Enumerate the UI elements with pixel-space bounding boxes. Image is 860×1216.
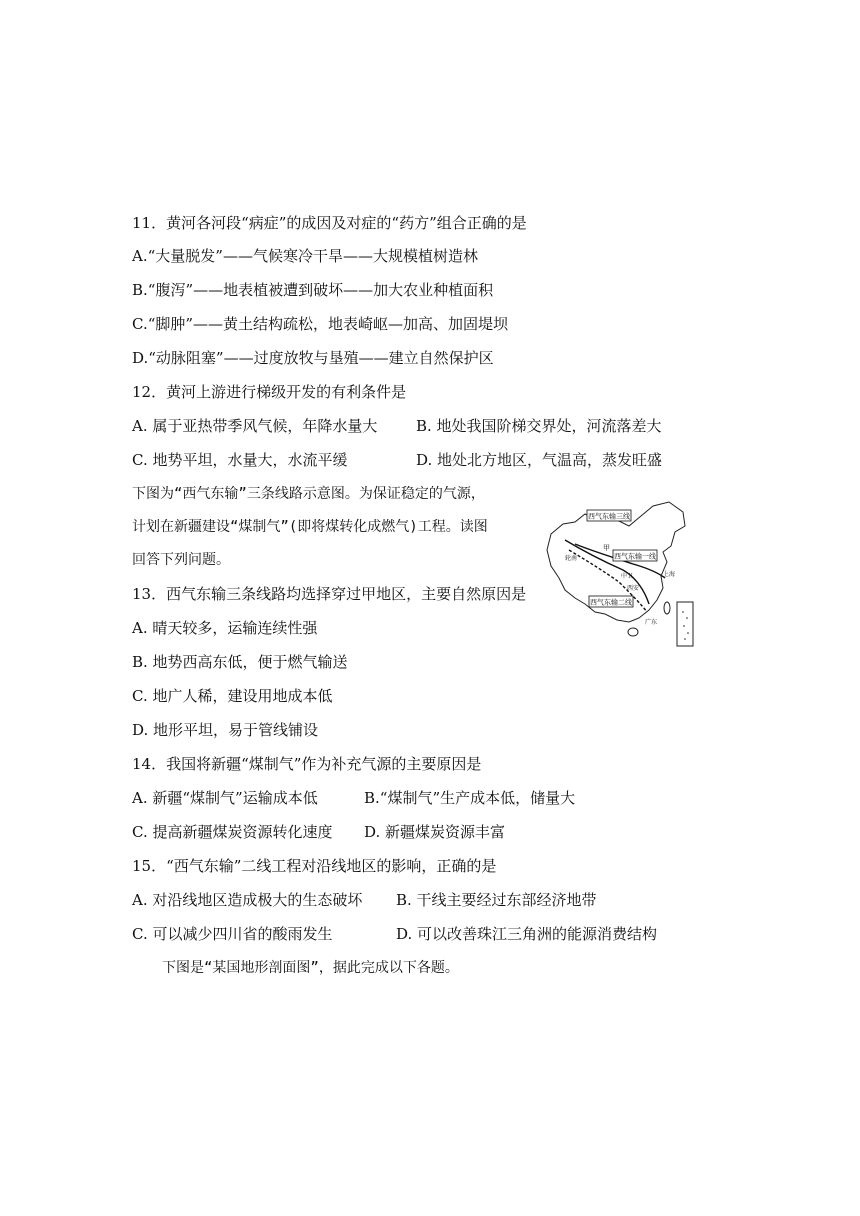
hainan-island [628,628,638,636]
pipeline-map-svg [545,500,695,662]
q14-option-b: B.“煤制气”生产成本低，储量大 [364,789,576,807]
q11-option-c: C.“脚肿”——黄土结构疏松，地表崎岖—加高、加固堤坝 [132,315,509,333]
line2-label: 西气东输二线 [590,598,632,607]
q11-option-a: A.“大量脱发”——气候寒冷干旱——大规模植树造林 [132,247,478,265]
q15-option-c: C. 可以减少四川省的酸雨发生 [132,925,333,943]
line3-label: 西气东输三线 [588,512,630,521]
intro-next-section: 下图是“某国地形剖面图”，据此完成以下各题。 [162,960,459,976]
q12-option-d: D. 地处北方地区，气温高，蒸发旺盛 [416,451,663,469]
q12-stem: 12．黄河上游进行梯级开发的有利条件是 [132,383,407,401]
intro-line-1: 下图为“西气东输”三条线路示意图。为保证稳定的气源， [132,486,485,502]
pipeline-map [545,500,695,662]
place-xian: 西安 [627,585,640,592]
q15-option-a: A. 对沿线地区造成极大的生态破坏 [132,891,363,909]
q14-option-a: A. 新疆“煤制气”运输成本低 [132,789,318,807]
place-lunnan: 轮南 [565,555,578,562]
q14-stem: 14．我国将新疆“煤制气”作为补充气源的主要原因是 [132,755,482,773]
intro-line-2: 计划在新疆建设“煤制气”(即将煤转化成燃气)工程。读图 [132,519,488,535]
q13-option-d: D. 地形平坦，易于管线铺设 [132,721,319,739]
q15-option-b: B. 干线主要经过东部经济地带 [396,891,597,909]
place-shanghai: 上海 [663,571,676,578]
q11-stem: 11．黄河各河段“病症”的成因及对症的“药方”组合正确的是 [132,214,527,232]
q11-option-d: D.“动脉阻塞”——过度放牧与垦殖——建立自然保护区 [132,349,494,367]
q13-option-a: A. 晴天较多，运输连续性强 [132,619,318,637]
place-jia: 甲 [603,544,610,552]
q12-option-a: A. 属于亚热带季风气候，年降水量大 [132,417,378,435]
q13-stem: 13．西气东输三条线路均选择穿过甲地区，主要自然原因是 [132,585,527,603]
q12-option-c: C. 地势平坦，水量大，水流平缓 [132,451,348,469]
q15-stem: 15．“西气东输”二线工程对沿线地区的影响，正确的是 [132,857,497,875]
place-zhongwei: 中卫 [621,573,634,580]
intro-line-3: 回答下列问题。 [132,552,230,568]
place-guangdong: 广东 [645,619,658,626]
line1-label: 西气东输一线 [614,552,656,561]
q12-option-b: B. 地处我国阶梯交界处，河流落差大 [416,417,662,435]
q15-option-d: D. 可以改善珠江三角洲的能源消费结构 [396,925,658,943]
q14-option-c: C. 提高新疆煤炭资源转化速度 [132,823,333,841]
taiwan-island [664,602,670,614]
q14-option-d: D. 新疆煤炭资源丰富 [364,823,506,841]
q11-option-b: B.“腹泻”——地表植被遭到破坏——加大农业种植面积 [132,281,494,299]
q13-option-c: C. 地广人稀，建设用地成本低 [132,687,333,705]
q13-option-b: B. 地势西高东低，便于燃气输送 [132,653,348,671]
inset-islands [682,611,689,640]
